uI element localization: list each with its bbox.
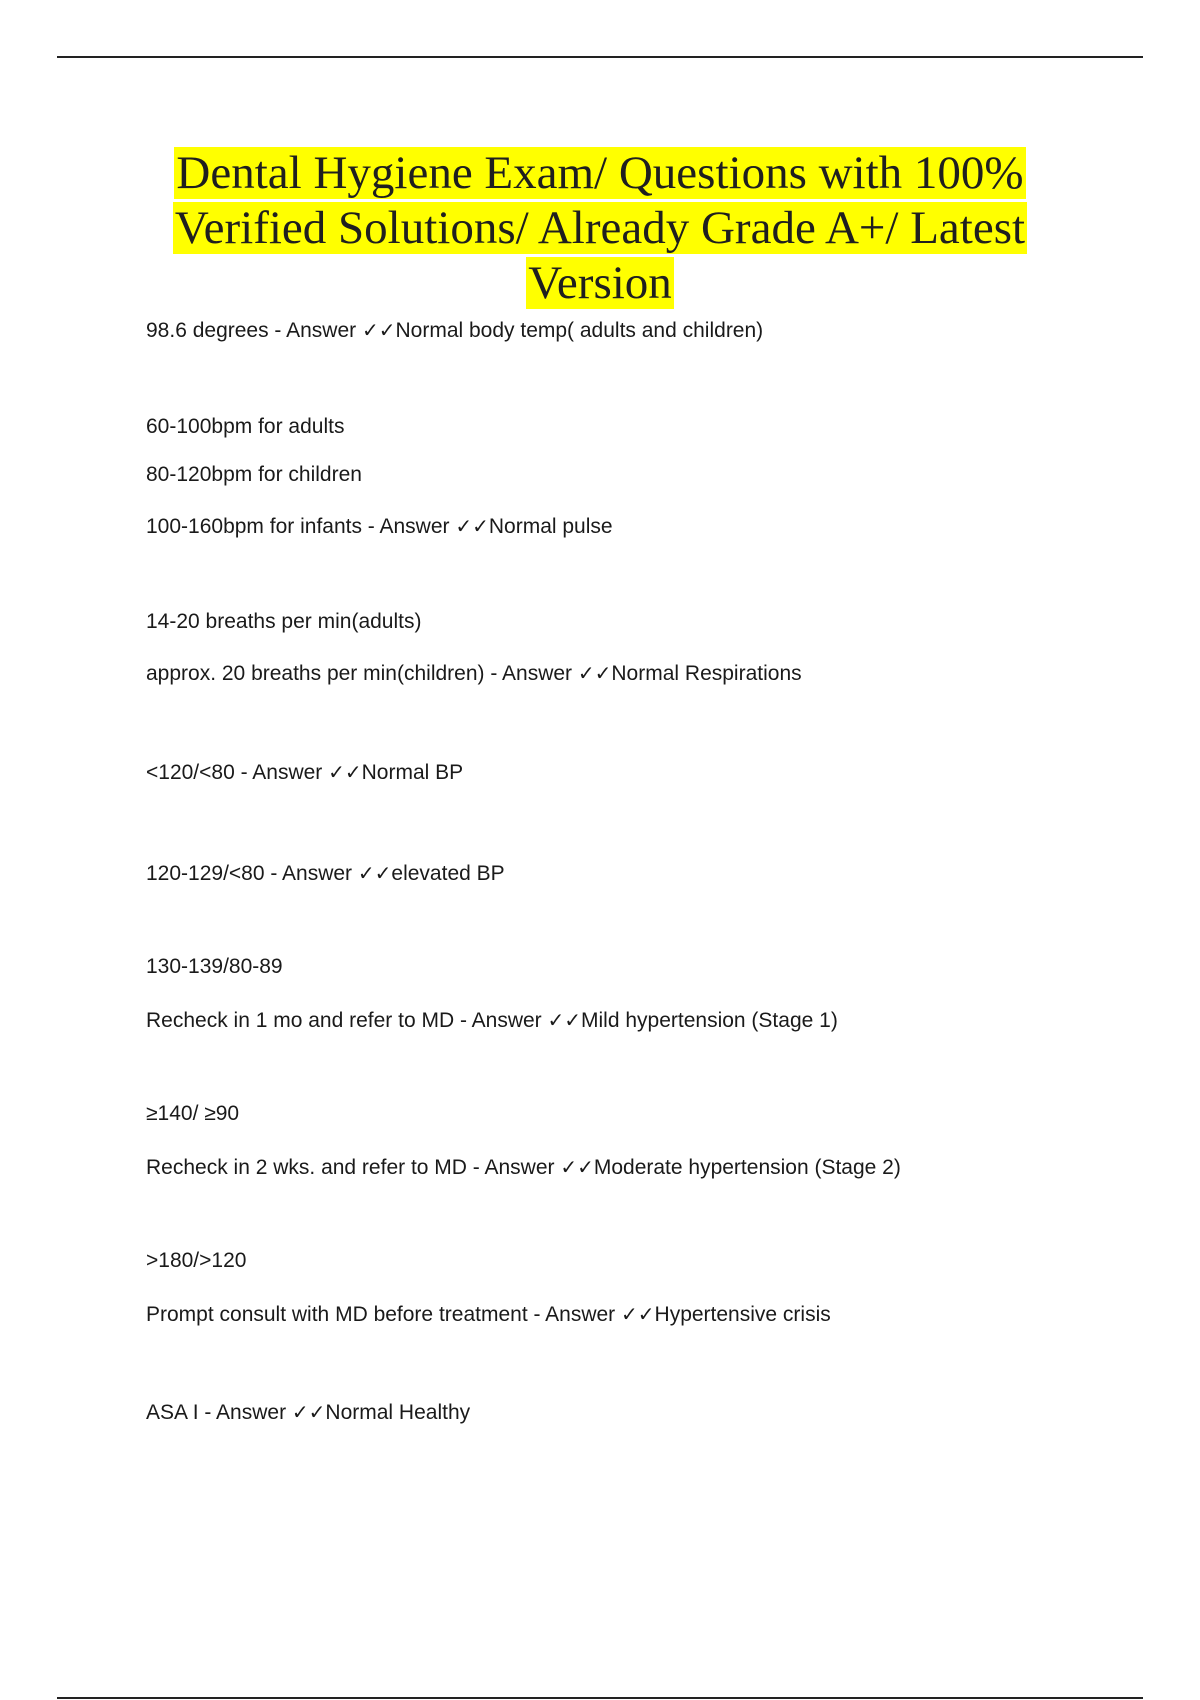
qa-answer: Normal body temp( adults and children) [395,319,764,342]
qa-line-11 [146,1101,239,1127]
qa-prefix: <120/<80 - Answer [146,761,329,784]
qa-prefix: approx. 20 breaths per min(children) - Answer [146,662,578,685]
qa-line-14 [146,1301,831,1328]
double-check-icon: ✓✓ [291,1400,326,1424]
qa-text: 14-20 breaths per min(adults) [146,610,422,633]
double-check-icon: ✓✓ [361,318,396,342]
qa-prefix: 120-129/<80 - Answer [146,862,358,885]
page-title [120,146,1080,311]
qa-line-4 [146,513,613,540]
qa-line-5 [146,609,421,635]
qa-line-3 [146,462,362,488]
qa-text: 60-100bpm for adults [146,415,345,438]
qa-text: 130-139/80-89 [146,955,283,978]
qa-answer: elevated BP [391,862,505,885]
double-check-icon: ✓✓ [328,760,362,784]
qa-line-10 [146,1007,838,1034]
qa-answer: Normal pulse [488,515,613,538]
qa-line-1 [146,317,763,344]
double-check-icon: ✓✓ [577,661,612,685]
qa-text: >180/>120 [146,1249,247,1272]
bottom-rule [57,1697,1143,1699]
double-check-icon: ✓✓ [547,1008,582,1032]
qa-answer: Normal Respirations [611,662,802,685]
qa-prefix: ASA I - Answer [146,1401,292,1424]
qa-answer: Normal BP [361,761,464,784]
qa-line-2 [146,414,344,440]
qa-prefix: 100-160bpm for infants - Answer [146,515,456,538]
qa-text: 80-120bpm for children [146,463,362,486]
qa-line-8 [146,860,505,887]
qa-line-13 [146,1248,246,1274]
double-check-icon: ✓✓ [621,1302,655,1326]
qa-line-6 [146,660,802,687]
qa-line-7 [146,759,463,786]
title-highlight: Dental Hygiene Exam/ Questions with 100% Verified Solutions/ Already Grade A+/ Latest Version [174,147,1026,309]
qa-prefix: Recheck in 2 wks. and refer to MD - Answer [146,1156,561,1179]
double-check-icon: ✓✓ [455,514,489,538]
qa-line-9 [146,954,283,980]
double-check-icon: ✓✓ [560,1155,594,1179]
qa-answer: Mild hypertension (Stage 1) [581,1009,838,1032]
qa-text: ≥140/ ≥90 [146,1102,240,1125]
qa-answer: Hypertensive crisis [654,1303,831,1326]
qa-answer: Moderate hypertension (Stage 2) [593,1156,901,1179]
qa-line-15 [146,1399,470,1426]
qa-line-12 [146,1154,901,1181]
top-rule [57,56,1143,58]
qa-prefix: Recheck in 1 mo and refer to MD - Answer [146,1009,548,1032]
qa-prefix: Prompt consult with MD before treatment - Answer [146,1303,622,1326]
qa-prefix: 98.6 degrees - Answer [146,319,362,342]
qa-answer: Normal Healthy [325,1401,471,1424]
double-check-icon: ✓✓ [357,861,392,885]
